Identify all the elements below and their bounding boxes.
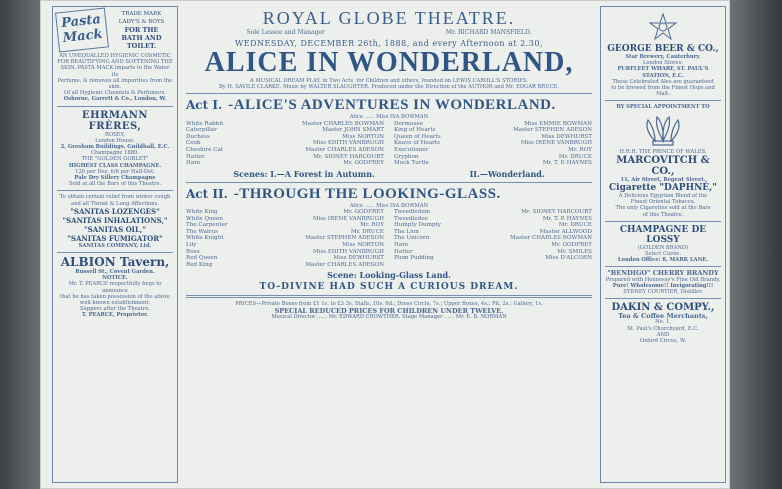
play-subtitle: A MUSICAL DREAM PLAY, in Two Acts, for Children and others, founded on LEWIS CAROLL'S STORIES. <box>250 78 528 84</box>
bendigo-brandy: "BENDIGO" CHERRY BRANDY <box>607 269 719 278</box>
cast-actor: Mr. DRUCE <box>558 222 592 229</box>
cast-actor: Miss D'ALCORN <box>545 255 592 262</box>
left-advert-column: Pasta Mack TRADE MARK LADY'S & BOYS FOR THE BATH AND TOILET. AN UNEQUALLED HYGIENIC COSMETIC FOR BEAUTIFYING AND SOFTENING THE SKIN. PASTA MACK imparts to the Water its Perfume, & removes all impurities from the skin. Of all Hygienic Chemists & Perfumers. Osborne, Garrett & Co., London, W. EHRMANN FRÈRES, ROSEY, London House: 2, Gresham Buildings, Guildhall, E.C. Champagne 1880. THE "GOLDEN GOBLET" HIGHEST CLASS CHAMPAGNE. 126 per Doz. 6/6 per Half-Dot. Pale Dry Sillery Champagne Sold at all the Bars of this Theatre. To obtain certain relief from winter cough and all Throat & Lung Affections. "SANITAS LOZENGES" "SANITAS INHALATIONS," "SANITAS OIL," "SANITAS FUMIGATOR" SANITAS COMPANY, Ltd. ALBION Tavern, Russell St., Covent Garden. NOTICE. Mr. T. PEARCE respectfully begs to announce that he has taken possession of the above well-known establishment. Suppers after the Theatre. T. PEARCE, Proprietor. <box>52 6 178 483</box>
dakin-subtitle: Tea & Coffee Merchants, <box>618 312 708 321</box>
divider <box>186 295 592 298</box>
cast-row <box>394 127 592 134</box>
cast-actor: Master STEPHEN ADESON <box>513 127 592 134</box>
star-brewery-emblem-icon <box>605 12 721 42</box>
cast-role: The Walrus <box>186 228 218 235</box>
cast-row <box>186 249 384 256</box>
cast-actor: Miss DEWHURST <box>541 133 592 140</box>
cast-row <box>394 134 592 141</box>
cast-row <box>186 160 384 167</box>
cast-role: White Rabbit <box>186 120 224 127</box>
cast-role: Knave of Hearts <box>394 140 440 147</box>
cast-row <box>394 154 592 161</box>
cast-actor: Mr. DRUCE <box>558 153 592 160</box>
musical-director: Musical Director ...... Mr. EDWARD CROWTHER. Stage Manager ...... Mr. E. B. NORMAN <box>271 313 507 320</box>
cast-row <box>394 140 592 147</box>
divider <box>605 298 721 299</box>
play-title: ALICE IN WONDERLAND, <box>204 47 574 78</box>
cast-actor: Mr. T. P. HAYNES <box>542 160 592 167</box>
cast-actor: Miss DEWHURST <box>333 255 384 262</box>
divider <box>605 266 721 267</box>
alice-cast-2: Alice ...... Miss ISA BOWMAN <box>349 202 429 209</box>
cast-row <box>394 216 592 223</box>
cast-row <box>186 154 384 161</box>
sanitas-intro: To obtain certain relief from winter cough and all Throat & Lung Affections. <box>59 194 171 207</box>
cast-actor: Master JOHN SMART <box>322 127 384 134</box>
cast-actor: Master CHARLES BOWMAN <box>510 235 592 242</box>
cast-role: Rose <box>186 248 200 255</box>
cast-actor: Master CHARLES ADESON <box>305 146 384 153</box>
divider <box>605 221 721 222</box>
cast-actor: Mr. SIDNEY HARCOURT <box>313 153 384 160</box>
divider <box>186 182 592 183</box>
lessee-line: Sole Lessee and Manager Mr. RICHARD MANSFIELD. <box>246 29 532 36</box>
cast-actor: Mr. DRUCE <box>350 228 384 235</box>
cast-actor: Mr. ROY <box>360 222 384 229</box>
cast-row <box>186 209 384 216</box>
pasta-mack-tagline: TRADE MARK LADY'S & BOYS FOR THE BATH AND TOILET. <box>118 11 165 50</box>
cast-role: Lily <box>186 241 197 248</box>
cast-actor: Mr. SMILES <box>557 248 592 255</box>
divider <box>186 93 592 94</box>
brandy-body: Prepared with Hennessy's Fine Old Brandy. Pure! Wholesome!! Invigorating!!! SYDNEY COURTIER, Distiller. <box>605 276 721 296</box>
cast-row <box>394 242 592 249</box>
cast-row <box>394 255 592 262</box>
pasta-mack-body: AN UNEQUALLED HYGIENIC COSMETIC FOR BEAUTIFYING AND SOFTENING THE SKIN. PASTA MACK imparts to the Water its Perfume, & removes all impurities from the skin. Of all Hygienic Chemists & Perfumers. Osborne, Garrett & Co., London, W. <box>57 53 173 103</box>
prince-of-wales: H.R.H. THE PRINCE OF WALES. <box>619 148 707 155</box>
cast-row <box>394 229 592 236</box>
cast-actor: Mr. T. P. HAYNES <box>542 215 592 222</box>
act-two-heading: Act II. -THROUGH THE LOOKING-GLASS. <box>186 185 501 202</box>
cast-role: King of Hearts <box>394 127 436 134</box>
cast-row <box>186 140 384 147</box>
cast-row <box>186 222 384 229</box>
royal-warrant: BY SPECIAL APPOINTMENT TO <box>616 104 710 111</box>
cast-row <box>186 262 384 269</box>
sanitas-company: SANITAS COMPANY, Ltd. <box>78 242 152 249</box>
cast-row <box>394 121 592 128</box>
cast-row <box>394 160 592 167</box>
act-two-scene: Scene: Looking-Glass Land. <box>327 270 451 281</box>
cast-role: Dormouse <box>394 120 423 127</box>
cast-role: Hatter <box>394 248 413 255</box>
cast-role: Humpty Dumpty <box>394 222 441 229</box>
cigarette-body: A Delicious Egyptian Blend of the Finest Oriental Tobacco. The only Cigarettes sold at the Bars of this Theatre. <box>615 193 711 218</box>
prince-of-wales-feathers-icon <box>605 113 721 147</box>
cast-role: Hare <box>186 160 201 167</box>
cast-row <box>186 242 384 249</box>
main-programme <box>182 6 596 483</box>
alice-cast-1: Alice ...... Miss ISA BOWMAN <box>349 114 429 121</box>
cigarette-daphne: Cigarette "DAPHNÉ," <box>608 183 717 194</box>
act-one-heading: Act I. -ALICE'S ADVENTURES IN WONDERLAND. <box>186 97 556 114</box>
divider <box>605 100 721 101</box>
cast-role: Gryphon <box>394 153 419 160</box>
cast-actor: Mr. SIDNEY HARCOURT <box>521 208 592 215</box>
cast-role: Caterpillar <box>186 127 217 134</box>
pasta-mack-logo: Pasta Mack <box>55 7 109 52</box>
cast-row <box>186 127 384 134</box>
champagne-de-lossy: CHAMPAGNE DE LOSSY <box>619 224 707 245</box>
cast-row <box>186 121 384 128</box>
cast-role: Mock Turtle <box>394 160 429 167</box>
cast-actor: Miss NORTON <box>342 241 384 248</box>
cast-row <box>186 235 384 242</box>
cast-role: Red King <box>186 261 213 268</box>
cast-actor: Master CHARLES ADESON <box>305 261 384 268</box>
cast-row <box>394 209 592 216</box>
cast-row <box>394 222 592 229</box>
cast-row <box>394 235 592 242</box>
dakin-body: No. 1, St. Paul's Churchyard, E.C. AND Oxford Circus, W. <box>627 319 699 345</box>
play-credits: By H. SAVILE CLARKE. Music by WALTER SLAUGHTER. Produced under the Direction of the AUTHOR and Mr. EDGAR BRUCE. <box>219 84 559 91</box>
sanitas-lozenges: "SANITAS LOZENGES" <box>70 206 160 216</box>
cast-actor: Miss NORTON <box>342 133 384 140</box>
divider <box>57 106 173 107</box>
cast-actor: Mr. GODFREY <box>343 160 384 167</box>
cast-actor: Mr. GODFREY <box>343 208 384 215</box>
cast-actor: Master ALLWOOD <box>539 228 592 235</box>
cast-row <box>186 229 384 236</box>
ehrmann-title: EHRMANN FRÈRES, <box>82 109 148 132</box>
cast-role: Duchess <box>186 133 210 140</box>
cast-row <box>394 262 592 269</box>
prices-line: PRICES—Private Boxes from £1 1s. to £3 3s. Stalls, 10s. 6d.; Dress Circle, 7s.; Upper Boxes, 4s.; Pit, 2s.; Gallery, 1s. <box>235 301 543 308</box>
performance-date: WEDNESDAY, DECEMBER 26th, 1888, and every Afternoon at 2.30, <box>235 39 543 48</box>
sanitas-fumigator: "SANITAS FUMIGATOR" <box>67 233 163 243</box>
george-beer-body: Star Brewery, Canterbury. London Stores: PURFLEET WHARF, ST. PAUL'S STATION, E.C. These Celebrated Ales are guaranteed to be brewed from the Finest Hops and Malt. <box>611 54 715 98</box>
act-one-cast <box>186 121 592 167</box>
cast-role: The Lion <box>394 228 419 235</box>
cast-role: Hare <box>394 241 409 248</box>
albion-title: ALBION Tavern, <box>60 255 170 270</box>
cast-row <box>186 134 384 141</box>
cast-actor: Miss EDITH VANBRUGH <box>312 248 384 255</box>
ehrmann-body: ROSEY, London House: 2, Gresham Buildings, Guildhall, E.C. Champagne 1880. THE "GOLDEN GOBLET" HIGHEST CLASS CHAMPAGNE. 126 per Doz. 6/6 per Half-Dot. Pale Dry Sillery Champagne Sold at all the Bars of this Theatre. <box>60 131 170 188</box>
marcovitch-address: 11, Air Street, Regent Street. <box>620 176 706 183</box>
cast-row <box>186 216 384 223</box>
cast-role: Executioner <box>394 146 429 153</box>
cast-actor: Miss EDITH VANBRUGH <box>312 140 384 147</box>
theatre-name: ROYAL GLOBE THEATRE. <box>262 8 516 28</box>
cast-role: Hatter <box>186 153 205 160</box>
cast-role: Cheshire Cat <box>186 146 224 153</box>
cast-role: The Unicorn <box>394 235 430 242</box>
act-one-scenes: Scenes: I.—A Forest in Autumn. II.—Wonderland. <box>233 168 545 179</box>
albion-body: NOTICE. Mr. T. PEARCE respectfully begs to announce that he has taken possession of the above well-known establishment. Suppers after the Theatre. T. PEARCE, Proprietor. <box>60 275 170 319</box>
cast-role: Queen of Hearts <box>394 133 441 140</box>
cast-role: Tweedledee <box>394 215 428 222</box>
finale-line: TO-DIVINE HAD SUCH A CURIOUS DREAM. <box>259 282 519 293</box>
cast-actor: Master CHARLES BOWMAN <box>302 120 384 127</box>
cast-role: Red Queen <box>186 255 218 262</box>
cast-role: Cook <box>186 140 201 147</box>
cast-role: White Queen <box>186 215 223 222</box>
cast-role: Plum Pudding <box>394 255 434 262</box>
cast-role: White King <box>186 208 218 215</box>
cast-actor: Mr. ROY <box>568 146 592 153</box>
reduced-prices: SPECIAL REDUCED PRICES FOR CHILDREN UNDER TWELVE. <box>274 306 504 315</box>
divider <box>57 252 173 253</box>
cast-actor: Miss IRENE VANBRUGH <box>312 215 384 222</box>
page-edge-left <box>0 0 40 489</box>
act-two-cast <box>186 209 592 268</box>
cast-actor: Master STEPHEN ADESON <box>305 235 384 242</box>
sanitas-oil: "SANITAS OIL," <box>84 224 146 234</box>
cast-role: The Carpenter <box>186 222 228 229</box>
george-beer-title: GEORGE BEER & CO., <box>607 44 719 54</box>
dakin-title: DAKIN & COMPY., <box>611 302 715 314</box>
cast-row <box>186 255 384 262</box>
cast-role: Tweedledum <box>394 208 431 215</box>
sanitas-inhalations: "SANITAS INHALATIONS," <box>62 215 168 225</box>
cast-role: White Knight <box>186 235 224 242</box>
divider <box>57 190 173 191</box>
cast-actor: Miss IRENE VANBRUGH <box>520 140 592 147</box>
cast-row <box>186 147 384 154</box>
cast-row <box>394 147 592 154</box>
champagne-body: (GOLDEN BRAND) Select Cuvée. London Office: 8, MARK LANE. <box>617 244 709 264</box>
page-edge-right <box>730 0 782 489</box>
cast-actor: Mr. GODFREY <box>551 241 592 248</box>
right-advert-column <box>600 6 726 483</box>
marcovitch-title: MARCOVITCH & CO., <box>616 154 710 177</box>
cast-row <box>394 249 592 256</box>
cast-actor: Miss EMMIE BOWMAN <box>524 120 592 127</box>
pasta-mack-advert <box>57 10 173 50</box>
